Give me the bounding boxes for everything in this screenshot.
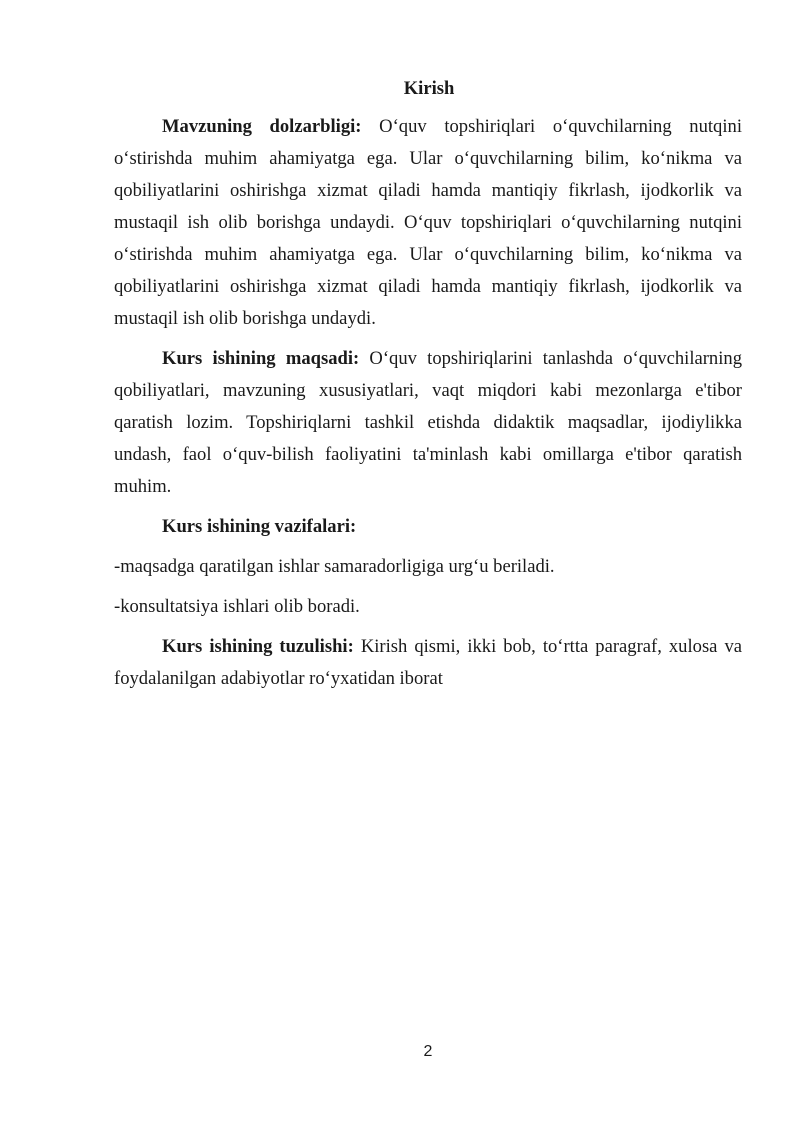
task-item: -konsultatsiya ishlari olib boradi. [114,596,360,617]
relevance-paragraph [114,111,742,335]
tasks-heading: Kurs ishining vazifalari: [162,516,357,537]
goal-text: O‘quv topshiriqlarini tanlashda o‘quvchilarning qobiliyatlari, mavzuning xususiyatlari, vaqt miqdori kabi mezonlarga e'tibor qaratish lozim. Topshiriqlarni tashkil etishda didaktik maqsadlar, ijodiylikka undash, faol o‘quv-bilish faoliyatini ta'minlash kabi omillarga e'tibor qaratish muhim. [114,348,742,497]
structure-label: Kurs ishining tuzulishi: [162,636,354,657]
structure-paragraph [114,631,742,695]
page-title: Kirish [403,78,455,99]
relevance-text: O‘quv topshiriqlari o‘quvchilarning nutqini o‘stirishda muhim ahamiyatga ega. Ular o‘quvchilarning bilim, ko‘nikma va qobiliyatlarini oshirishga xizmat qiladi hamda mantiqiy fikrlash, ijodkorlik va mustaqil ish olib borishga undaydi. O‘quv topshiriqlari o‘quvchilarning nutqini o‘stirishda muhim ahamiyatga ega. Ular o‘quvchilarning bilim, ko‘nikma va qobiliyatlarini oshirishga xizmat qiladi hamda mantiqiy fikrlash, ijodkorlik va mustaqil ish olib borishga undaydi. [114,116,742,329]
goal-label: Kurs ishining maqsadi: [162,348,360,369]
structure-text: Kirish qismi, ikki bob, to‘rtta paragraf, xulosa va foydalanilgan adabiyotlar ro‘yxatidan iborat [114,636,742,689]
task-item: -maqsadga qaratilgan ishlar samaradorligiga urg‘u beriladi. [114,556,555,577]
relevance-label: Mavzuning dolzarbligi: [162,116,362,137]
document-body [114,73,742,703]
page-number: 2 [423,1043,433,1060]
goal-paragraph [114,343,742,503]
